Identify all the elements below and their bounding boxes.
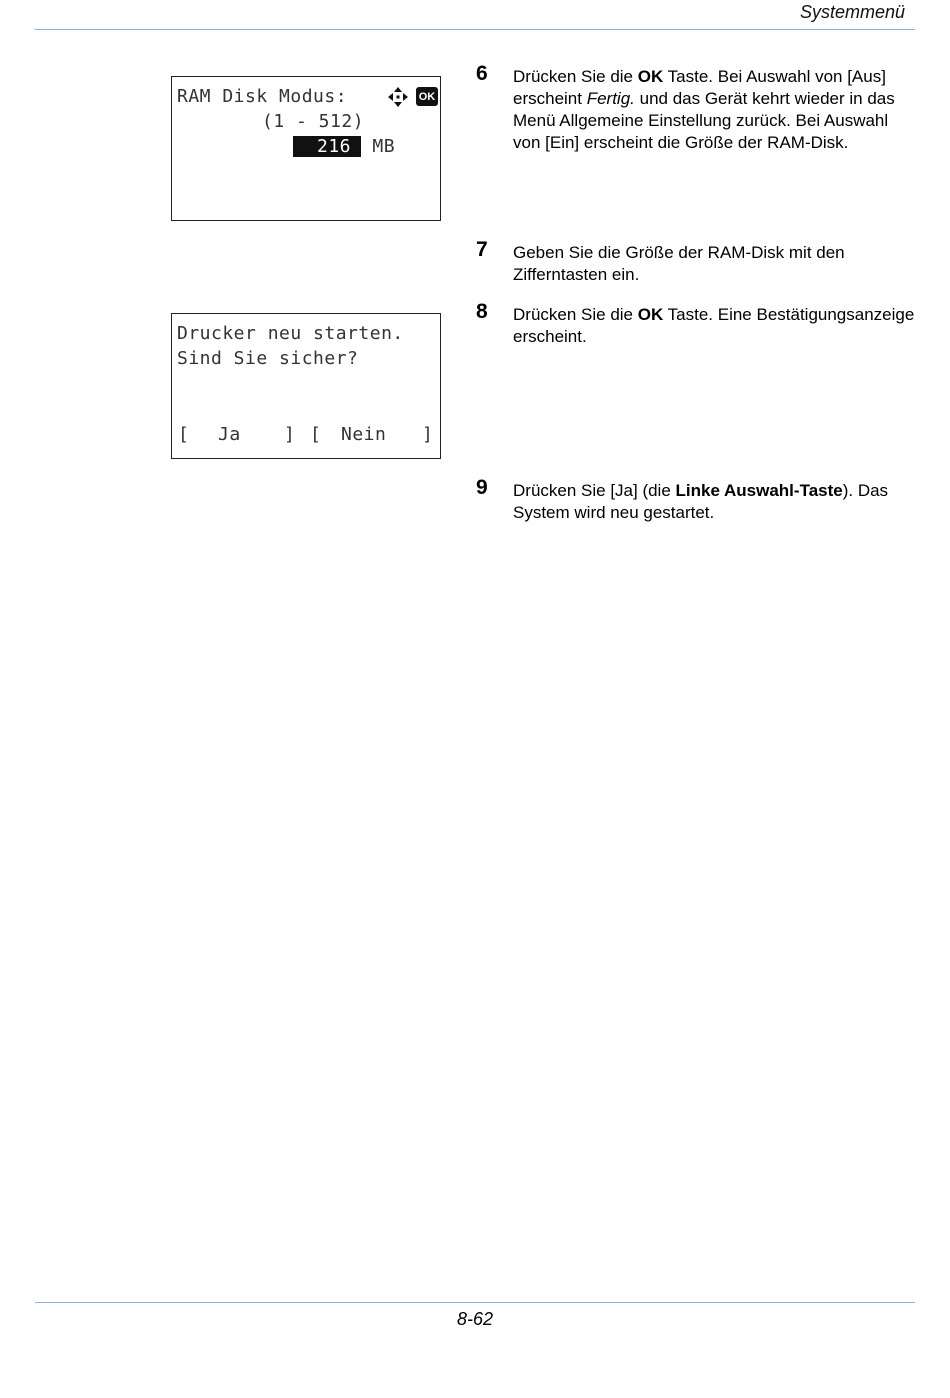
lcd-ram-title: RAM Disk Modus: bbox=[177, 86, 348, 107]
step-text: Geben Sie die Größe der RAM-Disk mit den Zifferntasten ein. bbox=[513, 243, 845, 284]
left-select-key-label: Linke Auswahl-Taste bbox=[675, 481, 843, 500]
lcd-ram-disk-panel bbox=[171, 76, 441, 221]
lcd-ram-value-row bbox=[293, 136, 395, 157]
ok-key-label: OK bbox=[637, 67, 664, 86]
step-7 bbox=[476, 238, 916, 286]
lcd-yes-option: Ja bbox=[218, 424, 241, 445]
step-9 bbox=[476, 476, 916, 524]
ok-key-icon: OK bbox=[416, 87, 438, 106]
lcd-restart-panel bbox=[171, 313, 441, 459]
ok-key-label: OK bbox=[637, 305, 664, 324]
step-8 bbox=[476, 300, 916, 348]
lcd-ram-value: 216 bbox=[293, 136, 361, 157]
step-text: Drücken Sie [Ja] (die Linke Auswahl-Taste). Das System wird neu gestartet. bbox=[513, 481, 889, 522]
lcd-right-select-bracket-close: ] bbox=[422, 424, 434, 445]
page-number: 8-62 bbox=[456, 1309, 494, 1329]
lcd-ram-unit: MB bbox=[372, 136, 396, 157]
lcd-left-select-bracket-close: ] bbox=[284, 424, 296, 445]
header-title: Systemmenü bbox=[799, 2, 905, 22]
lcd-restart-line1: Drucker neu starten. bbox=[177, 323, 404, 344]
lcd-right-select-bracket-open: [ bbox=[310, 424, 322, 445]
lcd-no-option: Nein bbox=[341, 424, 387, 445]
footer-divider bbox=[35, 1302, 915, 1303]
status-fertig: Fertig. bbox=[586, 89, 635, 108]
step-6 bbox=[476, 62, 916, 154]
header-divider bbox=[35, 29, 915, 30]
step-text: Drücken Sie die OK Taste. Bei Auswahl von [Aus] erscheint Fertig. und das Gerät kehrt wieder in das Menü Allgemeine Einstellung zurück. Bei Auswahl von [Ein] erscheint die Größe der RAM-Disk. bbox=[513, 67, 895, 152]
step-number: 6 bbox=[476, 62, 488, 85]
step-text: Drücken Sie die OK Taste. Eine Bestätigungsanzeige erscheint. bbox=[513, 305, 915, 346]
navigation-cross-icon bbox=[387, 86, 409, 108]
step-number: 7 bbox=[476, 238, 488, 261]
lcd-restart-line2: Sind Sie sicher? bbox=[177, 348, 359, 369]
step-number: 9 bbox=[476, 476, 488, 499]
step-number: 8 bbox=[476, 300, 488, 323]
lcd-left-select-bracket-open: [ bbox=[178, 424, 190, 445]
lcd-ram-range: (1 - 512) bbox=[262, 111, 365, 132]
